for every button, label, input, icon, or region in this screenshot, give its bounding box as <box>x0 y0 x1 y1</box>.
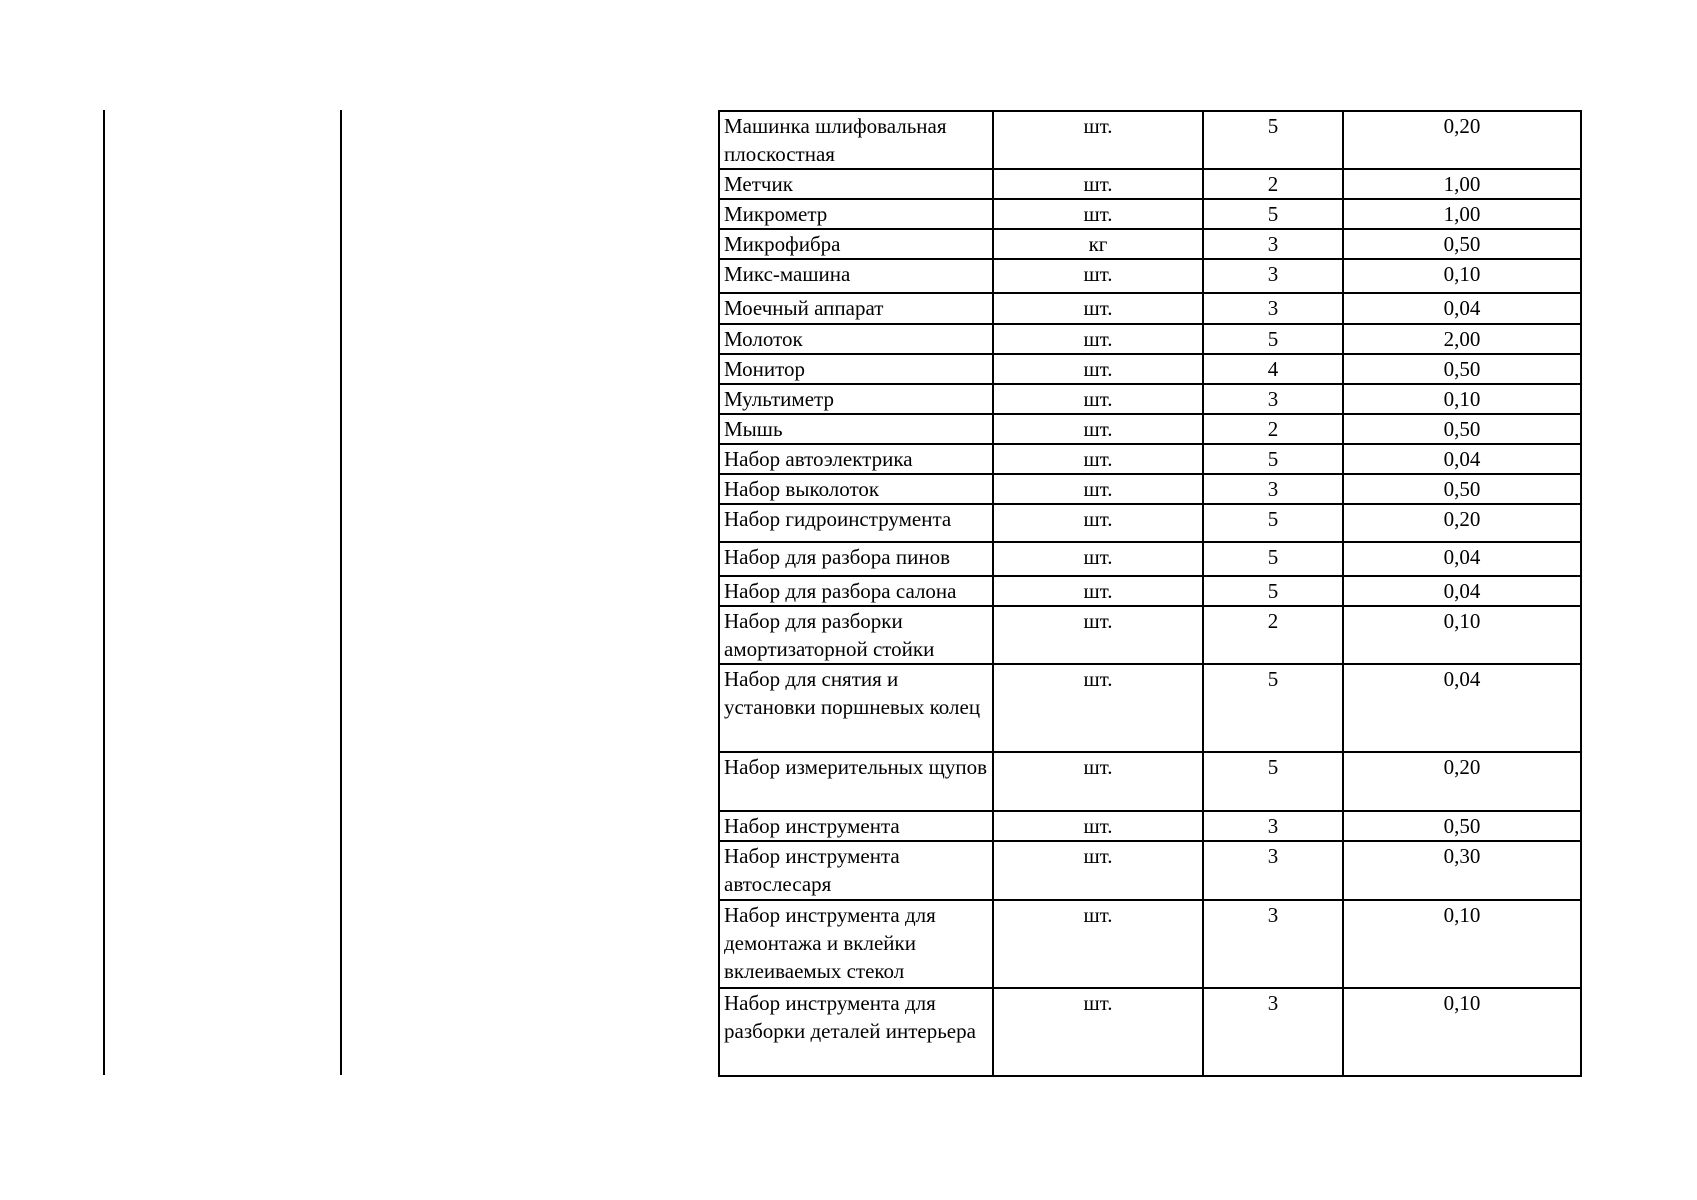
unit-cell: шт. <box>993 169 1203 199</box>
value-cell: 0,50 <box>1343 229 1581 259</box>
quantity-cell: 3 <box>1203 474 1343 504</box>
unit-cell: шт. <box>993 841 1203 900</box>
value-cell: 0,30 <box>1343 841 1581 900</box>
quantity-cell: 3 <box>1203 229 1343 259</box>
table-row <box>719 229 1581 259</box>
table-row <box>719 664 1581 752</box>
item-name-cell: Набор инструмента для демонтажа и вклейки вклеиваемых стекол <box>719 900 993 988</box>
quantity-cell: 3 <box>1203 841 1343 900</box>
value-cell: 0,50 <box>1343 354 1581 384</box>
unit-cell: кг <box>993 229 1203 259</box>
table-row <box>719 384 1581 414</box>
second-margin-rule <box>340 110 342 1075</box>
value-cell: 2,00 <box>1343 324 1581 354</box>
table-row <box>719 199 1581 229</box>
quantity-cell: 5 <box>1203 444 1343 474</box>
unit-cell: шт. <box>993 414 1203 444</box>
unit-cell: шт. <box>993 542 1203 576</box>
item-name-cell: Микрофибра <box>719 229 993 259</box>
item-name-cell: Мышь <box>719 414 993 444</box>
unit-cell: шт. <box>993 988 1203 1076</box>
unit-cell: шт. <box>993 444 1203 474</box>
item-name-cell: Молоток <box>719 324 993 354</box>
unit-cell: шт. <box>993 752 1203 811</box>
quantity-cell: 5 <box>1203 752 1343 811</box>
table-row <box>719 811 1581 841</box>
item-name-cell: Набор выколоток <box>719 474 993 504</box>
value-cell: 0,10 <box>1343 988 1581 1076</box>
table-row <box>719 111 1581 169</box>
quantity-cell: 5 <box>1203 111 1343 169</box>
table-row <box>719 414 1581 444</box>
item-name-cell: Набор для разбора пинов <box>719 542 993 576</box>
quantity-cell: 3 <box>1203 811 1343 841</box>
item-name-cell: Микрометр <box>719 199 993 229</box>
quantity-cell: 2 <box>1203 169 1343 199</box>
value-cell: 1,00 <box>1343 199 1581 229</box>
quantity-cell: 3 <box>1203 293 1343 324</box>
table-row <box>719 900 1581 988</box>
table-row <box>719 988 1581 1076</box>
item-name-cell: Монитор <box>719 354 993 384</box>
quantity-cell: 4 <box>1203 354 1343 384</box>
table-row <box>719 752 1581 811</box>
value-cell: 0,50 <box>1343 811 1581 841</box>
item-name-cell: Набор измерительных щупов <box>719 752 993 811</box>
unit-cell: шт. <box>993 199 1203 229</box>
unit-cell: шт. <box>993 900 1203 988</box>
quantity-cell: 3 <box>1203 384 1343 414</box>
unit-cell: шт. <box>993 293 1203 324</box>
value-cell: 1,00 <box>1343 169 1581 199</box>
quantity-cell: 5 <box>1203 576 1343 606</box>
quantity-cell: 5 <box>1203 324 1343 354</box>
value-cell: 0,10 <box>1343 606 1581 664</box>
unit-cell: шт. <box>993 354 1203 384</box>
table-row <box>719 169 1581 199</box>
value-cell: 0,04 <box>1343 664 1581 752</box>
table-row <box>719 576 1581 606</box>
item-name-cell: Набор автоэлектрика <box>719 444 993 474</box>
table-row <box>719 259 1581 293</box>
quantity-cell: 2 <box>1203 414 1343 444</box>
unit-cell: шт. <box>993 576 1203 606</box>
item-name-cell: Набор для разбора салона <box>719 576 993 606</box>
table-row <box>719 841 1581 900</box>
value-cell: 0,10 <box>1343 259 1581 293</box>
unit-cell: шт. <box>993 259 1203 293</box>
quantity-cell: 2 <box>1203 606 1343 664</box>
quantity-cell: 3 <box>1203 900 1343 988</box>
quantity-cell: 5 <box>1203 504 1343 542</box>
value-cell: 0,10 <box>1343 900 1581 988</box>
item-name-cell: Набор инструмента автослесаря <box>719 841 993 900</box>
table-row <box>719 606 1581 664</box>
quantity-cell: 3 <box>1203 988 1343 1076</box>
item-name-cell: Моечный аппарат <box>719 293 993 324</box>
left-margin-rule <box>103 110 105 1075</box>
item-name-cell: Набор инструмента <box>719 811 993 841</box>
value-cell: 0,04 <box>1343 542 1581 576</box>
item-name-cell: Микс-машина <box>719 259 993 293</box>
equipment-table <box>718 110 1582 1077</box>
table-row <box>719 293 1581 324</box>
item-name-cell: Машинка шлифовальная плоскостная <box>719 111 993 169</box>
item-name-cell: Метчик <box>719 169 993 199</box>
value-cell: 0,10 <box>1343 384 1581 414</box>
quantity-cell: 5 <box>1203 664 1343 752</box>
value-cell: 0,20 <box>1343 111 1581 169</box>
unit-cell: шт. <box>993 111 1203 169</box>
table-row <box>719 542 1581 576</box>
table-row <box>719 444 1581 474</box>
value-cell: 0,04 <box>1343 576 1581 606</box>
quantity-cell: 5 <box>1203 542 1343 576</box>
item-name-cell: Набор для разборки амортизаторной стойки <box>719 606 993 664</box>
value-cell: 0,04 <box>1343 293 1581 324</box>
value-cell: 0,04 <box>1343 444 1581 474</box>
quantity-cell: 3 <box>1203 259 1343 293</box>
unit-cell: шт. <box>993 474 1203 504</box>
value-cell: 0,20 <box>1343 504 1581 542</box>
table-row <box>719 354 1581 384</box>
equipment-table-body <box>719 111 1581 1076</box>
table-row <box>719 504 1581 542</box>
value-cell: 0,20 <box>1343 752 1581 811</box>
item-name-cell: Набор гидроинструмента <box>719 504 993 542</box>
item-name-cell: Набор для снятия и установки поршневых колец <box>719 664 993 752</box>
unit-cell: шт. <box>993 664 1203 752</box>
unit-cell: шт. <box>993 384 1203 414</box>
unit-cell: шт. <box>993 811 1203 841</box>
value-cell: 0,50 <box>1343 474 1581 504</box>
item-name-cell: Набор инструмента для разборки деталей интерьера <box>719 988 993 1076</box>
unit-cell: шт. <box>993 324 1203 354</box>
quantity-cell: 5 <box>1203 199 1343 229</box>
unit-cell: шт. <box>993 504 1203 542</box>
value-cell: 0,50 <box>1343 414 1581 444</box>
table-row <box>719 324 1581 354</box>
unit-cell: шт. <box>993 606 1203 664</box>
table-row <box>719 474 1581 504</box>
item-name-cell: Мультиметр <box>719 384 993 414</box>
